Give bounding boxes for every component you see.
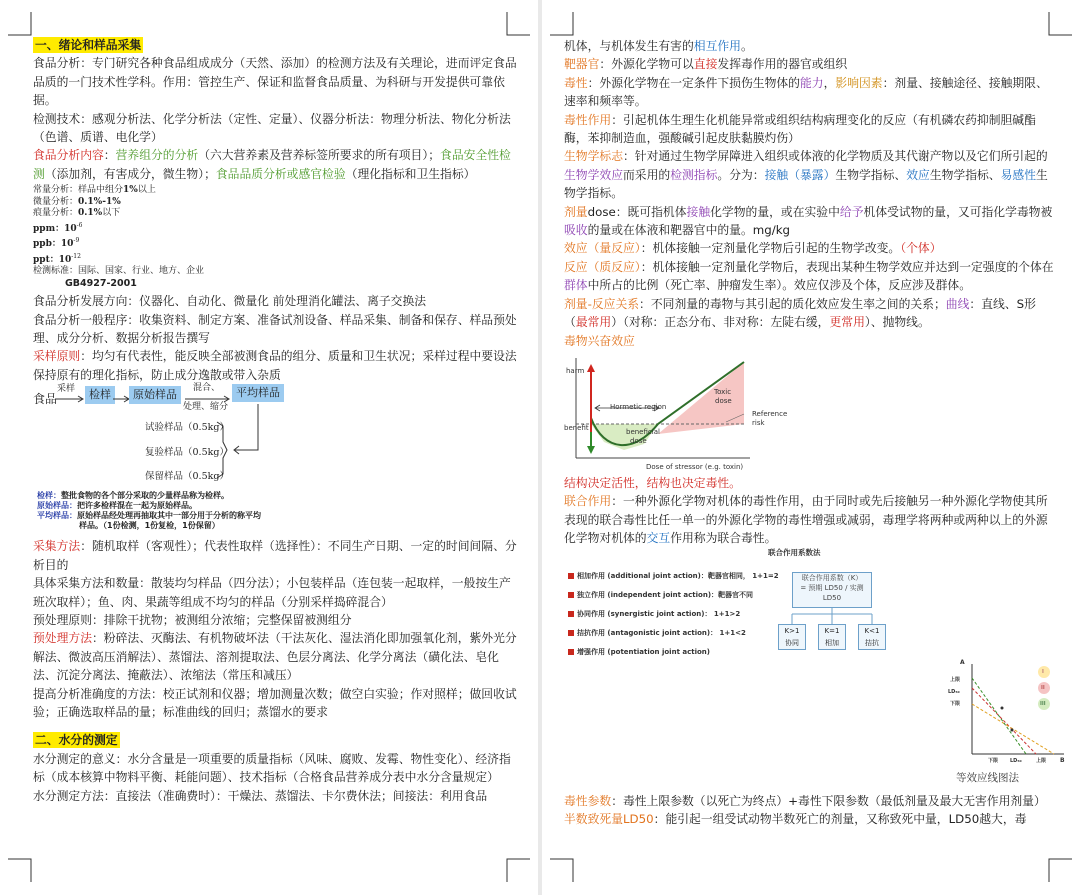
list-item: ppm：$10^{-6}$ bbox=[33, 221, 83, 234]
list-item: 平均样品：原始样品经处理再抽取其中一部分用于分析的称平均 bbox=[37, 511, 261, 521]
k-branches bbox=[774, 608, 894, 624]
iso-label: 上限 bbox=[950, 676, 961, 683]
section-heading-1: 一、绪论和样品采集 bbox=[35, 38, 142, 52]
flow-step-label: 采样 bbox=[57, 384, 76, 395]
joint-action-figure bbox=[564, 547, 1065, 792]
joint-title: 联合作用系数法 bbox=[768, 547, 821, 557]
graph-label-beneficial-dose: dose bbox=[630, 436, 647, 445]
paragraph-response: 反应（质反应）：机体接触一定剂量化学物后，表现出某种生物学效应并达到一定强度的个体在群体中所占的比例（死亡率、肿瘤发生率）。效应仅涉及个体，反应涉及群体。 bbox=[564, 259, 1054, 293]
paragraph-food-analysis: 食品分析：专门研究各种食品组成成分（天然、添加）的检测方法及有关理论，进而评定食品品质的一门技术性学科。作用：管控生产、保证和监督食品质量、为科研与开发提供可靠依据。 bbox=[33, 56, 517, 108]
graph-label-reference: Reference bbox=[752, 409, 788, 418]
flow-notes bbox=[33, 491, 517, 531]
graph-x-label: Dose of stressor (e.g. toxin) bbox=[646, 462, 744, 471]
paragraph-hormesis-title: 毒物兴奋效应 bbox=[564, 333, 635, 348]
iso-label: LD₅₀ bbox=[1010, 757, 1022, 764]
crop-mark-bottom-left bbox=[8, 858, 32, 882]
iso-label: B bbox=[1060, 756, 1065, 764]
list-item: 协同作用 (synergistic joint action)： 1+1>2 bbox=[568, 610, 779, 619]
iso-label: A bbox=[960, 658, 965, 666]
iso-caption: 等效应线图法 bbox=[956, 771, 1019, 784]
arrow-icon bbox=[55, 395, 85, 403]
list-item: 检测标准：国际、国家、行业、地方、企业 bbox=[33, 266, 205, 277]
joint-list bbox=[568, 572, 779, 657]
paragraph-joint-action: 联合作用：一种外源化学物对机体的毒性作用，由于同时或先后接触另一种外源化学物使其所表现的联合毒性比任一单一的外源化学物的毒性增强或减弱，毒理学将两种或两种以上的外源化学物对机体的交互作用称为联合毒性。 bbox=[564, 494, 1048, 546]
paragraph-structure: 结构决定活性，结构也决定毒性。 bbox=[564, 475, 741, 490]
flow-food: 食品 bbox=[33, 392, 58, 407]
paragraph-pretreatment-method: 预处理方法：粉碎法、灭酶法、有机物破坏法（干法灰化、湿法消化即加强氧化剂，紫外光分解法、微波高压消解法）、蒸馏法、溶剂提取法、色层分离法、化学分离法（磺化法、皂化法、沉淀分离法、掩蔽法）、浓缩法（常压和减压） bbox=[33, 631, 517, 683]
paragraph-biomarker: 生物学标志：针对通过生物学屏障进入组织或体液的化学物质及其代谢产物以及它们所引起的生物学效应而采用的检测指标。分为：接触（暴露）生物学指标、效应生物学指标、易感性生物学指标。 bbox=[564, 149, 1048, 201]
list-item: 拮抗作用 (antagonistic joint action)： 1+1<2 bbox=[568, 629, 779, 638]
paragraph-specific-method: 具体采集方法和数量：散装均匀样品（四分法）；小包装样品（连包装一起取样，一般按生产班次取样）；鱼、肉、果蔬等组成不均匀的样品（分别采样捣碎混合） bbox=[33, 576, 511, 609]
paragraph-sampling-principle: 采样原则：均匀有代表性，能反映全部被测食品的组分、质量和卫生状况；采样过程中要设法保持原有的理化指标，防止成分逸散或带入杂质 bbox=[33, 349, 517, 382]
list-item: 增强作用 (potentiation joint action) bbox=[568, 648, 779, 657]
k-box-additive: K=1 相加 bbox=[818, 624, 846, 650]
flow-step-label: 处理、缩分 bbox=[183, 402, 229, 413]
paragraph-collection-method: 采集方法：随机取样（客观性）；代表性取样（选择性）：不同生产日期、一定的时间间隔、分析目的 bbox=[33, 539, 517, 572]
iso-label: LD₅₀ bbox=[948, 688, 960, 695]
right-column bbox=[564, 37, 1065, 828]
k-box-synergy: K>1 协同 bbox=[778, 624, 806, 650]
iso-label: 下限 bbox=[950, 700, 961, 707]
left-page bbox=[0, 0, 538, 895]
list-item: ppb：$10^{-9}$ bbox=[33, 237, 80, 250]
iso-label: I bbox=[1042, 668, 1044, 675]
crop-mark-bottom-right bbox=[506, 858, 530, 882]
paragraph-target-organ: 靶器官：外源化学物可以直接发挥毒作用的器官或组织 bbox=[564, 57, 848, 72]
paragraph-detection-tech: 检测技术：感观分析法、化学分析法（定性、定量）、仪器分析法：物理分析法、物化分析法（色谱、质谱、电化学） bbox=[33, 111, 511, 145]
hormesis-curve bbox=[564, 352, 754, 472]
list-item: 检样：整批食物的各个部分采取的少量样品称为检样。 bbox=[37, 491, 229, 501]
sampling-flow-diagram bbox=[33, 384, 517, 491]
paragraph-effect: 效应（量反应）：机体接触一定剂量化学物后引起的生物学改变。（个体） bbox=[564, 241, 942, 256]
paragraph-toxicity-params: 毒性参数：毒性上限参数（以死亡为终点）+毒性下限参数（最低剂量及最大无害作用剂量） bbox=[564, 793, 1046, 808]
crop-mark-bottom-right bbox=[1048, 858, 1072, 882]
paragraph-analysis-content: 食品分析内容：营养组分的分析（六大营养素及营养标签所要求的所有项目）；食品安全性检测（添加剂，有害成分，微生物）；食品品质分析或感官检验（理化指标和卫生指标） bbox=[33, 148, 511, 181]
list-item: 常量分析：样品中组分1%以上 bbox=[33, 185, 156, 196]
paragraph-ld50: 半数致死量LD50：能引起一组受试动物半数死亡的剂量，又称致死中量，LD50越大，毒 bbox=[564, 811, 1027, 826]
iso-label: II bbox=[1041, 684, 1045, 691]
paragraph-procedure: 食品分析一般程序：收集资料、制定方案、准备试剂设备、样品采集、制备和保存、样品预处理、成分分析、数据分析报告撰写 bbox=[33, 312, 517, 346]
term-label: 食品分析内容 bbox=[33, 148, 104, 163]
paragraph-water-significance: 水分测定的意义：水分含量是一项重要的质量指标（风味、腐败、发霉、物性变化）、经济指标（成本核算中物料平衡、耗能问题）、技术指标（合格食品营养成分表中水分含量规定） bbox=[33, 751, 511, 785]
graph-label-hormetic: Hormetic region bbox=[610, 402, 667, 411]
paragraph-interaction: 机体，与机体发生有害的相互作用。 bbox=[564, 39, 753, 53]
paragraph-development: 食品分析发展方向：仪器化、自动化、微量化 前处理消化罐法、离子交换法 bbox=[33, 294, 427, 309]
left-column bbox=[33, 36, 517, 805]
k-box-antagonism: K<1 拮抗 bbox=[858, 624, 886, 650]
graph-label-toxic: Toxic bbox=[714, 387, 732, 396]
list-item: 痕量分析：0.1%以下 bbox=[33, 208, 121, 219]
iso-label: III bbox=[1040, 700, 1046, 707]
iso-label: 下限 bbox=[988, 757, 999, 764]
section-heading-2: 二、水分的测定 bbox=[35, 733, 118, 748]
hormesis-graph bbox=[564, 352, 1054, 472]
flow-result-recheck: 复验样品（0.5kg） bbox=[145, 447, 229, 459]
paragraph-pretreatment-principle: 预处理原则：排除干扰物；被测组分浓缩；完整保留被测组分 bbox=[33, 612, 352, 627]
crop-mark-bottom-left bbox=[550, 858, 574, 882]
graph-label-risk: risk bbox=[752, 418, 765, 427]
flow-box-raw-sample: 原始样品 bbox=[129, 386, 181, 404]
list-item: GB4927-2001 bbox=[65, 277, 137, 289]
flow-box-avg-sample: 平均样品 bbox=[232, 384, 284, 402]
list-item: 微量分析：0.1%-1% bbox=[33, 196, 121, 207]
paragraph-dose: 剂量dose：既可指机体接触化学物的量，或在实验中给予机体受试物的量，又可指化学毒物被吸收的量或在体液和靶器官中的量。mg/kg bbox=[564, 204, 1053, 238]
right-page bbox=[542, 0, 1080, 895]
flow-result-keep: 保留样品（0.5kg） bbox=[145, 471, 229, 483]
isobologram-plot bbox=[936, 658, 1068, 768]
k-formula-box: 联合作用系数（K） = 预期 LD50 / 实测 LD50 bbox=[792, 572, 872, 608]
paragraph-accuracy: 提高分析准确度的方法：校正试剂和仪器；增加测量次数；做空白实验；作对照样；做回收试验；正确选取样品的量；标准曲线的回归；蒸馏水的要求 bbox=[33, 686, 517, 719]
crop-mark-top-right bbox=[506, 12, 530, 36]
analysis-scale-list bbox=[33, 185, 517, 289]
paragraph-water-methods: 水分测定方法：直接法（准确费时）：干燥法、蒸馏法、卡尔费休法；间接法：利用食品 bbox=[33, 788, 488, 803]
crop-mark-top-left bbox=[8, 12, 32, 36]
crop-mark-top-right bbox=[1048, 12, 1072, 36]
paragraph-dose-response: 剂量-反应关系：不同剂量的毒物与其引起的质化效应发生率之间的关系；曲线：直线、S形（最常用）（对称：正态分布、非对称：左陡右缓，更常用）、抛物线。 bbox=[564, 296, 1036, 330]
graph-label-toxic-dose: dose bbox=[715, 396, 732, 405]
list-item: 独立作用 (independent joint action)：靶器官不同 bbox=[568, 591, 779, 600]
list-item: ppt：$10^{-12}$ bbox=[33, 252, 81, 265]
graph-label-harm: harm bbox=[566, 366, 585, 375]
paragraph-toxicity: 毒性：外源化学物在一定条件下损伤生物体的能力，影响因素：剂量、接触途径、接触期限、速率和频率等。 bbox=[564, 75, 1048, 109]
graph-label-benefit: benefit bbox=[564, 423, 589, 432]
list-item: 样品。（1份检测，1份复检，1份保留） bbox=[79, 521, 220, 531]
flow-step-label: 混合、 bbox=[193, 383, 221, 394]
iso-label: 上限 bbox=[1036, 757, 1047, 764]
graph-label-beneficial: beneficial bbox=[626, 427, 660, 436]
flow-result-test: 试验样品（0.5kg） bbox=[145, 422, 229, 434]
list-item: 原始样品：把许多检样混在一起为原始样品。 bbox=[37, 501, 197, 511]
isobologram bbox=[936, 658, 1068, 768]
paragraph-toxic-effect: 毒性作用：引起机体生理生化机能异常或组织结构病理变化的反应（有机磷农药抑制胆碱酯酶，苯抑制造血，强酸碱引起皮肤黏膜灼伤） bbox=[564, 112, 1036, 146]
crop-mark-top-left bbox=[550, 12, 574, 36]
flow-box-sample: 检样 bbox=[85, 386, 115, 404]
list-item: 相加作用 (additional joint action)：靶器官相同， 1+1=2 bbox=[568, 572, 779, 581]
